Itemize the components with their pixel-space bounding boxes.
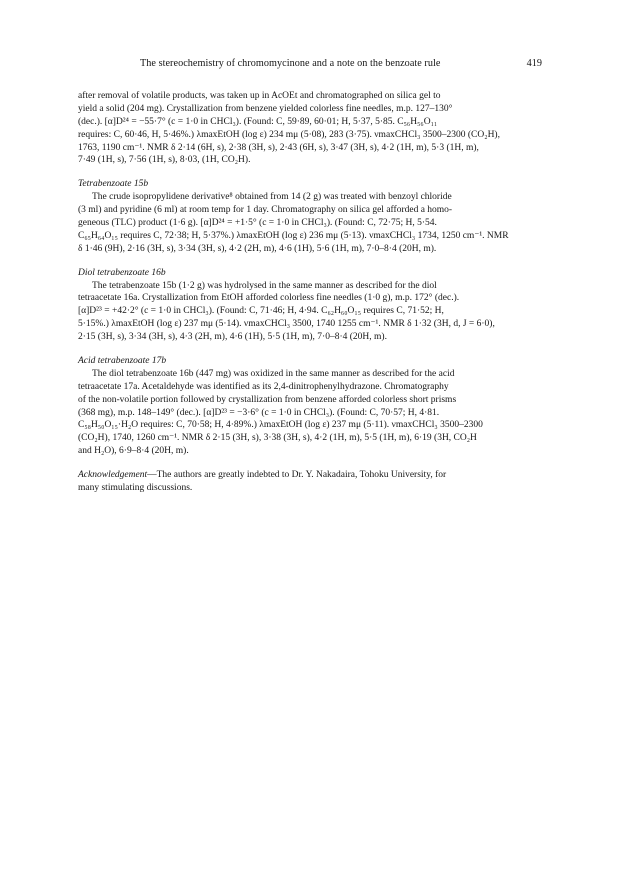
text-line: —The authors are greatly indebted to Dr. Y. Nakadaira, Tohoku University, for	[147, 470, 447, 481]
text-line: (dec.). [α]D²⁴ = −55·7° (c = 1·0 in CHCl₃). (Found: C, 59·89, 60·01; H, 5·37, 5·85. C₅₆H₅₆O₁₁	[78, 116, 438, 127]
diol-paragraph	[78, 280, 542, 344]
text-line: 7·49 (1H, s), 7·56 (1H, s), 8·03, (1H, CO₂H).	[78, 155, 251, 166]
text-line: C₅₈H₅₀O₁₅·H₂O requires: C, 70·58; H, 4·89%.) λmaxEtOH (log ε) 237 mμ (5·11). νmaxCHCl₃ 3500–2300	[78, 420, 483, 431]
text-line: 5·15%.) λmaxEtOH (log ε) 237 mμ (5·14). νmaxCHCl₃ 3500, 1740 1255 cm⁻¹. NMR δ 1·32 (3H, d, J = 6·0),	[78, 319, 495, 330]
section-heading-tetrabenzoate: Tetrabenzoate 15b	[78, 179, 149, 190]
section-heading-acid: Acid tetrabenzoate 17b	[78, 356, 167, 367]
text-line: tetraacetate 17a. Acetaldehyde was identified as its 2,4-dinitrophenylhydrazone. Chromatography	[78, 381, 449, 392]
intro-paragraph	[78, 90, 542, 167]
text-line: tetraacetate 16a. Crystallization from EtOH afforded colorless fine needles (1·0 g), m.p. 172° (dec.).	[78, 293, 460, 304]
body-text	[78, 90, 542, 495]
text-line: 2·15 (3H, s), 3·34 (3H, s), 4·3 (2H, m), 4·6 (1H), 5·5 (1H, m), 7·0–8·4 (20H, m).	[78, 332, 387, 343]
text-line: C₆₅H₆₄O₁₅ requires C, 72·38; H, 5·37%.) λmaxEtOH (log ε) 236 mμ (5·13). νmaxCHCl₃ 1734, 1250 cm⁻¹. NMR	[78, 230, 509, 241]
text-line: requires: C, 60·46, H, 5·46%.) λmaxEtOH (log ε) 234 mμ (5·08), 283 (3·75). νmaxCHCl₃ 3500–2300 (CO₂H),	[78, 129, 500, 140]
text-line: [α]D²³ = +42·2° (c = 1·0 in CHCl₃). (Found: C, 71·46; H, 4·94. C₆₂H₆₀O₁₅ requires C, 71·52; H,	[78, 306, 444, 317]
text-line: δ 1·46 (9H), 2·16 (3H, s), 3·34 (3H, s), 4·2 (2H, m), 4·6 (1H), 5·6 (1H, m), 7·0–8·4 (20H, m).	[78, 243, 437, 254]
text-line: after removal of volatile products, was taken up in AcOEt and chromatographed on silica gel to	[78, 91, 441, 101]
section-heading-diol: Diol tetrabenzoate 16b	[78, 267, 166, 278]
text-line: 1763, 1190 cm⁻¹. NMR δ 2·14 (6H, s), 2·38 (3H, s), 2·43 (6H, s), 3·47 (3H, s), 4·2 (1H, m), 5·3 (1H, m),	[78, 142, 479, 153]
tetrabenzoate-paragraph	[78, 191, 542, 255]
text-line: (3 ml) and pyridine (6 ml) at room temp for 1 day. Chromatography on silica gel afforded a homo-	[78, 205, 453, 216]
text-line: (368 mg), m.p. 148–149° (dec.). [α]D²³ = −3·6° (c = 1·0 in CHCl₃). (Found: C, 70·57; H, 4·81.	[78, 407, 440, 418]
acknowledgement-label: Acknowledgement	[78, 470, 148, 481]
text-line: and H₂O), 6·9–8·4 (20H, m).	[78, 446, 189, 457]
page-number: 419	[526, 58, 542, 69]
text-line: yield a solid (204 mg). Crystallization from benzene yielded colorless fine needles, m.p. 127–130°	[78, 103, 453, 114]
text-line: The crude isopropylidene derivative⁸ obtained from 14 (2 g) was treated with benzoyl chloride	[92, 192, 452, 203]
acknowledgement-paragraph	[78, 469, 542, 495]
text-line: of the non-volatile portion followed by crystallization from benzene afforded colorless short prisms	[78, 394, 457, 405]
text-line: (CO₂H), 1740, 1260 cm⁻¹. NMR δ 2·15 (3H, s), 3·38 (3H, s), 4·2 (1H, m), 5·5 (1H, m), 6·19 (3H, CO₂H	[78, 433, 477, 444]
running-title: The stereochemistry of chromomycinone and a note on the benzoate rule	[140, 58, 441, 69]
text-line: geneous (TLC) product (1·6 g). [α]D²⁴ = +1·5° (c = 1·0 in CHCl₃). (Found: C, 72·75; H, 5·54.	[78, 218, 437, 229]
text-line: The tetrabenzoate 15b (1·2 g) was hydrolysed in the same manner as described for the diol	[92, 280, 437, 291]
text-line: many stimulating discussions.	[78, 483, 193, 494]
text-line: The diol tetrabenzoate 16b (447 mg) was oxidized in the same manner as described for the acid	[92, 368, 455, 379]
acid-paragraph	[78, 368, 542, 458]
